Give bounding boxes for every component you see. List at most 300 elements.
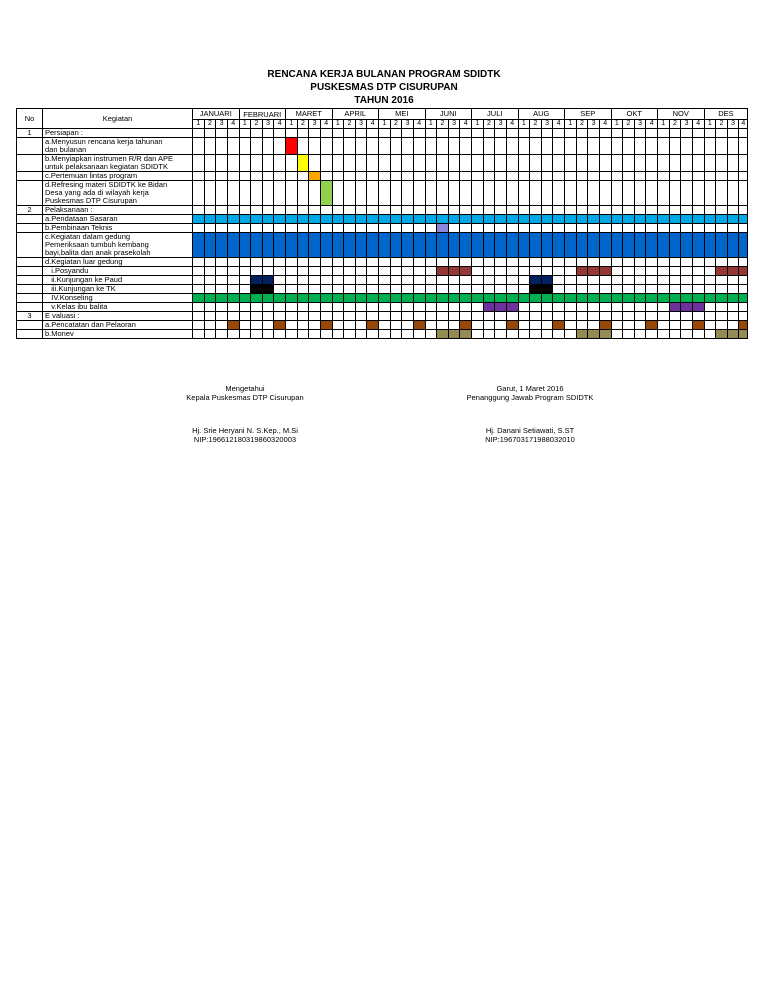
schedule-bar-cell — [495, 303, 507, 312]
week-number: 1 — [658, 120, 670, 129]
week-cell — [355, 129, 367, 138]
week-cell — [367, 138, 379, 155]
week-cell — [692, 181, 704, 206]
schedule-bar-cell — [472, 215, 484, 224]
schedule-bar-cell — [227, 233, 239, 258]
week-cell — [623, 155, 635, 172]
week-cell — [390, 129, 402, 138]
week-cell — [506, 181, 518, 206]
schedule-bar-cell — [727, 330, 739, 339]
week-cell — [367, 206, 379, 215]
activity-label — [43, 181, 193, 206]
week-cell — [727, 258, 739, 267]
activity-row — [17, 138, 748, 155]
week-cell — [437, 181, 449, 206]
week-cell — [193, 206, 205, 215]
week-cell — [437, 129, 449, 138]
week-cell — [553, 312, 565, 321]
week-cell — [379, 138, 391, 155]
week-cell — [274, 276, 286, 285]
week-cell — [506, 129, 518, 138]
schedule-bar-cell — [262, 294, 274, 303]
week-cell — [541, 129, 553, 138]
week-cell — [460, 206, 472, 215]
week-number: 1 — [379, 120, 391, 129]
schedule-bar-cell — [739, 215, 748, 224]
week-cell — [541, 312, 553, 321]
week-cell — [297, 138, 309, 155]
schedule-bar-cell — [692, 233, 704, 258]
week-cell — [274, 285, 286, 294]
week-cell — [472, 206, 484, 215]
schedule-bar-cell — [216, 233, 228, 258]
activity-label-line: iii.Kunjungan ke TK — [45, 284, 116, 293]
week-cell — [658, 285, 670, 294]
schedule-bar-cell — [193, 233, 205, 258]
week-cell — [390, 303, 402, 312]
schedule-bar-cell — [599, 215, 611, 224]
week-cell — [530, 312, 542, 321]
week-cell — [413, 285, 425, 294]
week-cell — [286, 181, 298, 206]
week-cell — [623, 267, 635, 276]
activity-label-line: dan bulanan — [45, 145, 87, 154]
week-cell — [297, 312, 309, 321]
week-cell — [658, 276, 670, 285]
week-cell — [425, 303, 437, 312]
week-cell — [425, 155, 437, 172]
week-cell — [251, 172, 263, 181]
week-cell — [355, 276, 367, 285]
activity-row — [17, 215, 748, 224]
schedule-bar-cell — [297, 215, 309, 224]
week-cell — [286, 276, 298, 285]
schedule-bar-cell — [297, 155, 309, 172]
week-cell — [669, 155, 681, 172]
week-cell — [239, 267, 251, 276]
week-cell — [669, 129, 681, 138]
week-cell — [460, 155, 472, 172]
week-cell — [193, 285, 205, 294]
activity-label-line: i.Posyandu — [45, 266, 89, 275]
week-cell — [227, 155, 239, 172]
week-cell — [704, 303, 716, 312]
schedule-bar-cell — [344, 233, 356, 258]
week-cell — [646, 181, 658, 206]
schedule-bar-cell — [553, 294, 565, 303]
week-cell — [274, 155, 286, 172]
week-cell — [704, 330, 716, 339]
activity-row — [17, 258, 748, 267]
schedule-bar-cell — [669, 215, 681, 224]
week-cell — [425, 267, 437, 276]
schedule-bar-cell — [286, 215, 298, 224]
week-cell — [216, 330, 228, 339]
week-cell — [646, 276, 658, 285]
schedule-bar-cell — [286, 138, 298, 155]
schedule-bar-cell — [251, 285, 263, 294]
week-cell — [448, 206, 460, 215]
week-cell — [611, 330, 623, 339]
week-cell — [483, 330, 495, 339]
month-header-row — [17, 109, 748, 120]
week-cell — [599, 206, 611, 215]
week-cell — [495, 267, 507, 276]
week-cell — [669, 172, 681, 181]
week-cell — [472, 155, 484, 172]
activity-label-line: ii.Kunjungan ke Paud — [45, 275, 123, 284]
week-cell — [681, 181, 693, 206]
week-cell — [216, 172, 228, 181]
week-cell — [309, 312, 321, 321]
schedule-bar-cell — [320, 181, 332, 206]
week-cell — [506, 285, 518, 294]
week-cell — [704, 224, 716, 233]
week-cell — [495, 330, 507, 339]
activity-label — [43, 276, 193, 285]
week-cell — [506, 330, 518, 339]
row-number — [17, 233, 43, 258]
activity-label-line: untuk pelaksanaan kegiatan SDIDTK — [45, 162, 168, 171]
week-cell — [286, 321, 298, 330]
week-cell — [216, 321, 228, 330]
week-cell — [460, 303, 472, 312]
week-cell — [344, 181, 356, 206]
week-cell — [216, 303, 228, 312]
week-number: 3 — [448, 120, 460, 129]
row-number — [17, 215, 43, 224]
week-cell — [262, 303, 274, 312]
week-cell — [623, 138, 635, 155]
activity-label — [43, 258, 193, 267]
week-cell — [634, 321, 646, 330]
week-cell — [611, 321, 623, 330]
schedule-bar-cell — [530, 294, 542, 303]
week-cell — [634, 312, 646, 321]
week-cell — [309, 303, 321, 312]
schedule-bar-cell — [646, 294, 658, 303]
week-cell — [344, 285, 356, 294]
week-cell — [681, 155, 693, 172]
week-cell — [460, 312, 472, 321]
week-cell — [576, 181, 588, 206]
week-cell — [565, 129, 577, 138]
week-number: 3 — [495, 120, 507, 129]
week-cell — [576, 129, 588, 138]
week-cell — [251, 206, 263, 215]
schedule-bar-cell — [530, 215, 542, 224]
week-cell — [716, 224, 728, 233]
schedule-bar-cell — [204, 233, 216, 258]
activity-label-line: E valuasi : — [45, 311, 80, 320]
activity-label — [43, 129, 193, 138]
activity-label-line: c.Kegiatan dalam gedung — [45, 232, 131, 241]
schedule-bar-cell — [506, 233, 518, 258]
week-number: 2 — [483, 120, 495, 129]
schedule-bar-cell — [367, 233, 379, 258]
schedule-bar-cell — [402, 233, 414, 258]
week-cell — [309, 285, 321, 294]
schedule-bar-cell — [541, 285, 553, 294]
schedule-bar-cell — [576, 215, 588, 224]
week-cell — [634, 267, 646, 276]
schedule-bar-cell — [634, 294, 646, 303]
week-cell — [448, 224, 460, 233]
week-cell — [413, 258, 425, 267]
week-cell — [611, 285, 623, 294]
schedule-bar-cell — [681, 303, 693, 312]
week-cell — [355, 155, 367, 172]
schedule-bar-cell — [506, 303, 518, 312]
week-cell — [437, 276, 449, 285]
week-cell — [227, 330, 239, 339]
week-cell — [611, 267, 623, 276]
week-cell — [355, 285, 367, 294]
week-cell — [402, 129, 414, 138]
activity-row — [17, 303, 748, 312]
week-cell — [692, 258, 704, 267]
week-cell — [460, 285, 472, 294]
week-cell — [634, 155, 646, 172]
week-cell — [413, 172, 425, 181]
week-cell — [553, 330, 565, 339]
week-cell — [297, 258, 309, 267]
week-cell — [367, 267, 379, 276]
schedule-bar-cell — [495, 294, 507, 303]
week-cell — [390, 155, 402, 172]
week-cell — [413, 155, 425, 172]
week-cell — [413, 267, 425, 276]
week-cell — [611, 181, 623, 206]
activity-label-line: a.Pencatatan dan Pelaoran — [45, 320, 136, 329]
activity-label — [43, 312, 193, 321]
week-number: 4 — [599, 120, 611, 129]
week-cell — [437, 303, 449, 312]
week-cell — [518, 330, 530, 339]
week-cell — [320, 303, 332, 312]
schedule-bar-cell — [692, 321, 704, 330]
week-cell — [576, 321, 588, 330]
week-cell — [379, 224, 391, 233]
schedule-bar-cell — [367, 321, 379, 330]
left-signature-nip: NIP:196612180319860320003 — [193, 435, 297, 444]
activity-row — [17, 276, 748, 285]
schedule-bar-cell — [239, 215, 251, 224]
schedule-bar-cell — [483, 215, 495, 224]
week-number: 2 — [251, 120, 263, 129]
week-cell — [483, 138, 495, 155]
schedule-bar-cell — [437, 267, 449, 276]
week-cell — [739, 181, 748, 206]
week-cell — [646, 129, 658, 138]
schedule-bar-cell — [425, 215, 437, 224]
week-cell — [681, 276, 693, 285]
week-cell — [716, 155, 728, 172]
week-cell — [437, 206, 449, 215]
week-cell — [634, 258, 646, 267]
week-cell — [390, 330, 402, 339]
week-cell — [332, 224, 344, 233]
week-cell — [541, 172, 553, 181]
schedule-bar-cell — [669, 233, 681, 258]
week-cell — [658, 129, 670, 138]
week-cell — [495, 138, 507, 155]
week-cell — [425, 181, 437, 206]
week-cell — [286, 155, 298, 172]
week-cell — [204, 258, 216, 267]
week-cell — [483, 312, 495, 321]
week-cell — [692, 224, 704, 233]
schedule-bar-cell — [541, 233, 553, 258]
activity-label-line: IV.Konseling — [45, 293, 93, 302]
week-cell — [599, 312, 611, 321]
week-cell — [193, 172, 205, 181]
week-cell — [332, 330, 344, 339]
schedule-bar-cell — [274, 321, 286, 330]
schedule-bar-cell — [483, 294, 495, 303]
week-cell — [239, 303, 251, 312]
schedule-bar-cell — [460, 294, 472, 303]
week-number: 3 — [541, 120, 553, 129]
week-cell — [367, 276, 379, 285]
schedule-bar-cell — [739, 267, 748, 276]
week-cell — [541, 206, 553, 215]
schedule-bar-cell — [611, 215, 623, 224]
week-number: 3 — [216, 120, 228, 129]
schedule-bar-cell — [297, 233, 309, 258]
schedule-bar-cell — [681, 233, 693, 258]
week-cell — [704, 267, 716, 276]
schedule-bar-cell — [716, 233, 728, 258]
schedule-bar-cell — [239, 294, 251, 303]
week-cell — [716, 312, 728, 321]
week-cell — [472, 303, 484, 312]
schedule-bar-cell — [216, 294, 228, 303]
week-cell — [565, 138, 577, 155]
week-cell — [448, 181, 460, 206]
schedule-bar-cell — [576, 294, 588, 303]
week-number: 2 — [669, 120, 681, 129]
week-cell — [379, 303, 391, 312]
activity-row — [17, 312, 748, 321]
activity-row — [17, 129, 748, 138]
week-cell — [646, 330, 658, 339]
week-number: 2 — [344, 120, 356, 129]
activity-label-line: Pemeriksaan tumbuh kembang — [45, 240, 149, 249]
schedule-bar-cell — [623, 215, 635, 224]
week-cell — [332, 206, 344, 215]
activity-row — [17, 321, 748, 330]
schedule-bar-cell — [425, 233, 437, 258]
week-cell — [320, 155, 332, 172]
week-cell — [472, 267, 484, 276]
week-cell — [402, 224, 414, 233]
schedule-bar-cell — [274, 294, 286, 303]
week-cell — [565, 258, 577, 267]
week-cell — [227, 224, 239, 233]
schedule-bar-cell — [681, 294, 693, 303]
week-cell — [262, 330, 274, 339]
document-title: RENCANA KERJA BULANAN PROGRAM SDIDTK — [267, 69, 501, 80]
week-cell — [332, 303, 344, 312]
week-cell — [588, 258, 600, 267]
week-cell — [379, 330, 391, 339]
row-number — [17, 321, 43, 330]
week-cell — [216, 267, 228, 276]
week-cell — [379, 155, 391, 172]
week-cell — [355, 224, 367, 233]
week-cell — [565, 181, 577, 206]
week-cell — [565, 267, 577, 276]
week-cell — [332, 267, 344, 276]
schedule-bar-cell — [565, 215, 577, 224]
week-cell — [286, 258, 298, 267]
week-cell — [483, 285, 495, 294]
activity-label-line: Persiapan : — [45, 128, 83, 137]
week-cell — [193, 224, 205, 233]
week-cell — [402, 155, 414, 172]
week-cell — [530, 129, 542, 138]
week-cell — [518, 276, 530, 285]
schedule-bar-cell — [320, 294, 332, 303]
week-cell — [541, 181, 553, 206]
schedule-bar-cell — [413, 294, 425, 303]
schedule-bar-cell — [448, 267, 460, 276]
week-cell — [565, 172, 577, 181]
schedule-bar-cell — [553, 233, 565, 258]
week-cell — [506, 267, 518, 276]
week-cell — [623, 181, 635, 206]
week-cell — [262, 312, 274, 321]
schedule-bar-cell — [646, 215, 658, 224]
schedule-bar-cell — [413, 233, 425, 258]
week-cell — [437, 285, 449, 294]
schedule-bar-cell — [460, 215, 472, 224]
row-number — [17, 138, 43, 155]
week-cell — [379, 172, 391, 181]
left-signature-line2: Kepala Puskesmas DTP Cisurupan — [186, 393, 304, 402]
week-cell — [332, 172, 344, 181]
week-cell — [599, 155, 611, 172]
week-cell — [193, 312, 205, 321]
week-cell — [611, 258, 623, 267]
week-cell — [495, 155, 507, 172]
week-cell — [437, 155, 449, 172]
week-cell — [332, 312, 344, 321]
week-cell — [739, 312, 748, 321]
week-cell — [588, 303, 600, 312]
week-cell — [623, 312, 635, 321]
activity-label — [43, 321, 193, 330]
schedule-bar-cell — [239, 233, 251, 258]
week-cell — [704, 285, 716, 294]
week-cell — [286, 206, 298, 215]
week-cell — [611, 138, 623, 155]
week-cell — [274, 303, 286, 312]
week-cell — [634, 224, 646, 233]
week-cell — [553, 285, 565, 294]
week-cell — [704, 155, 716, 172]
week-cell — [297, 267, 309, 276]
week-cell — [553, 206, 565, 215]
week-cell — [576, 206, 588, 215]
week-number: 1 — [704, 120, 716, 129]
schedule-bar-cell — [553, 215, 565, 224]
activity-label — [43, 233, 193, 258]
week-cell — [344, 321, 356, 330]
week-cell — [390, 312, 402, 321]
week-cell — [576, 258, 588, 267]
